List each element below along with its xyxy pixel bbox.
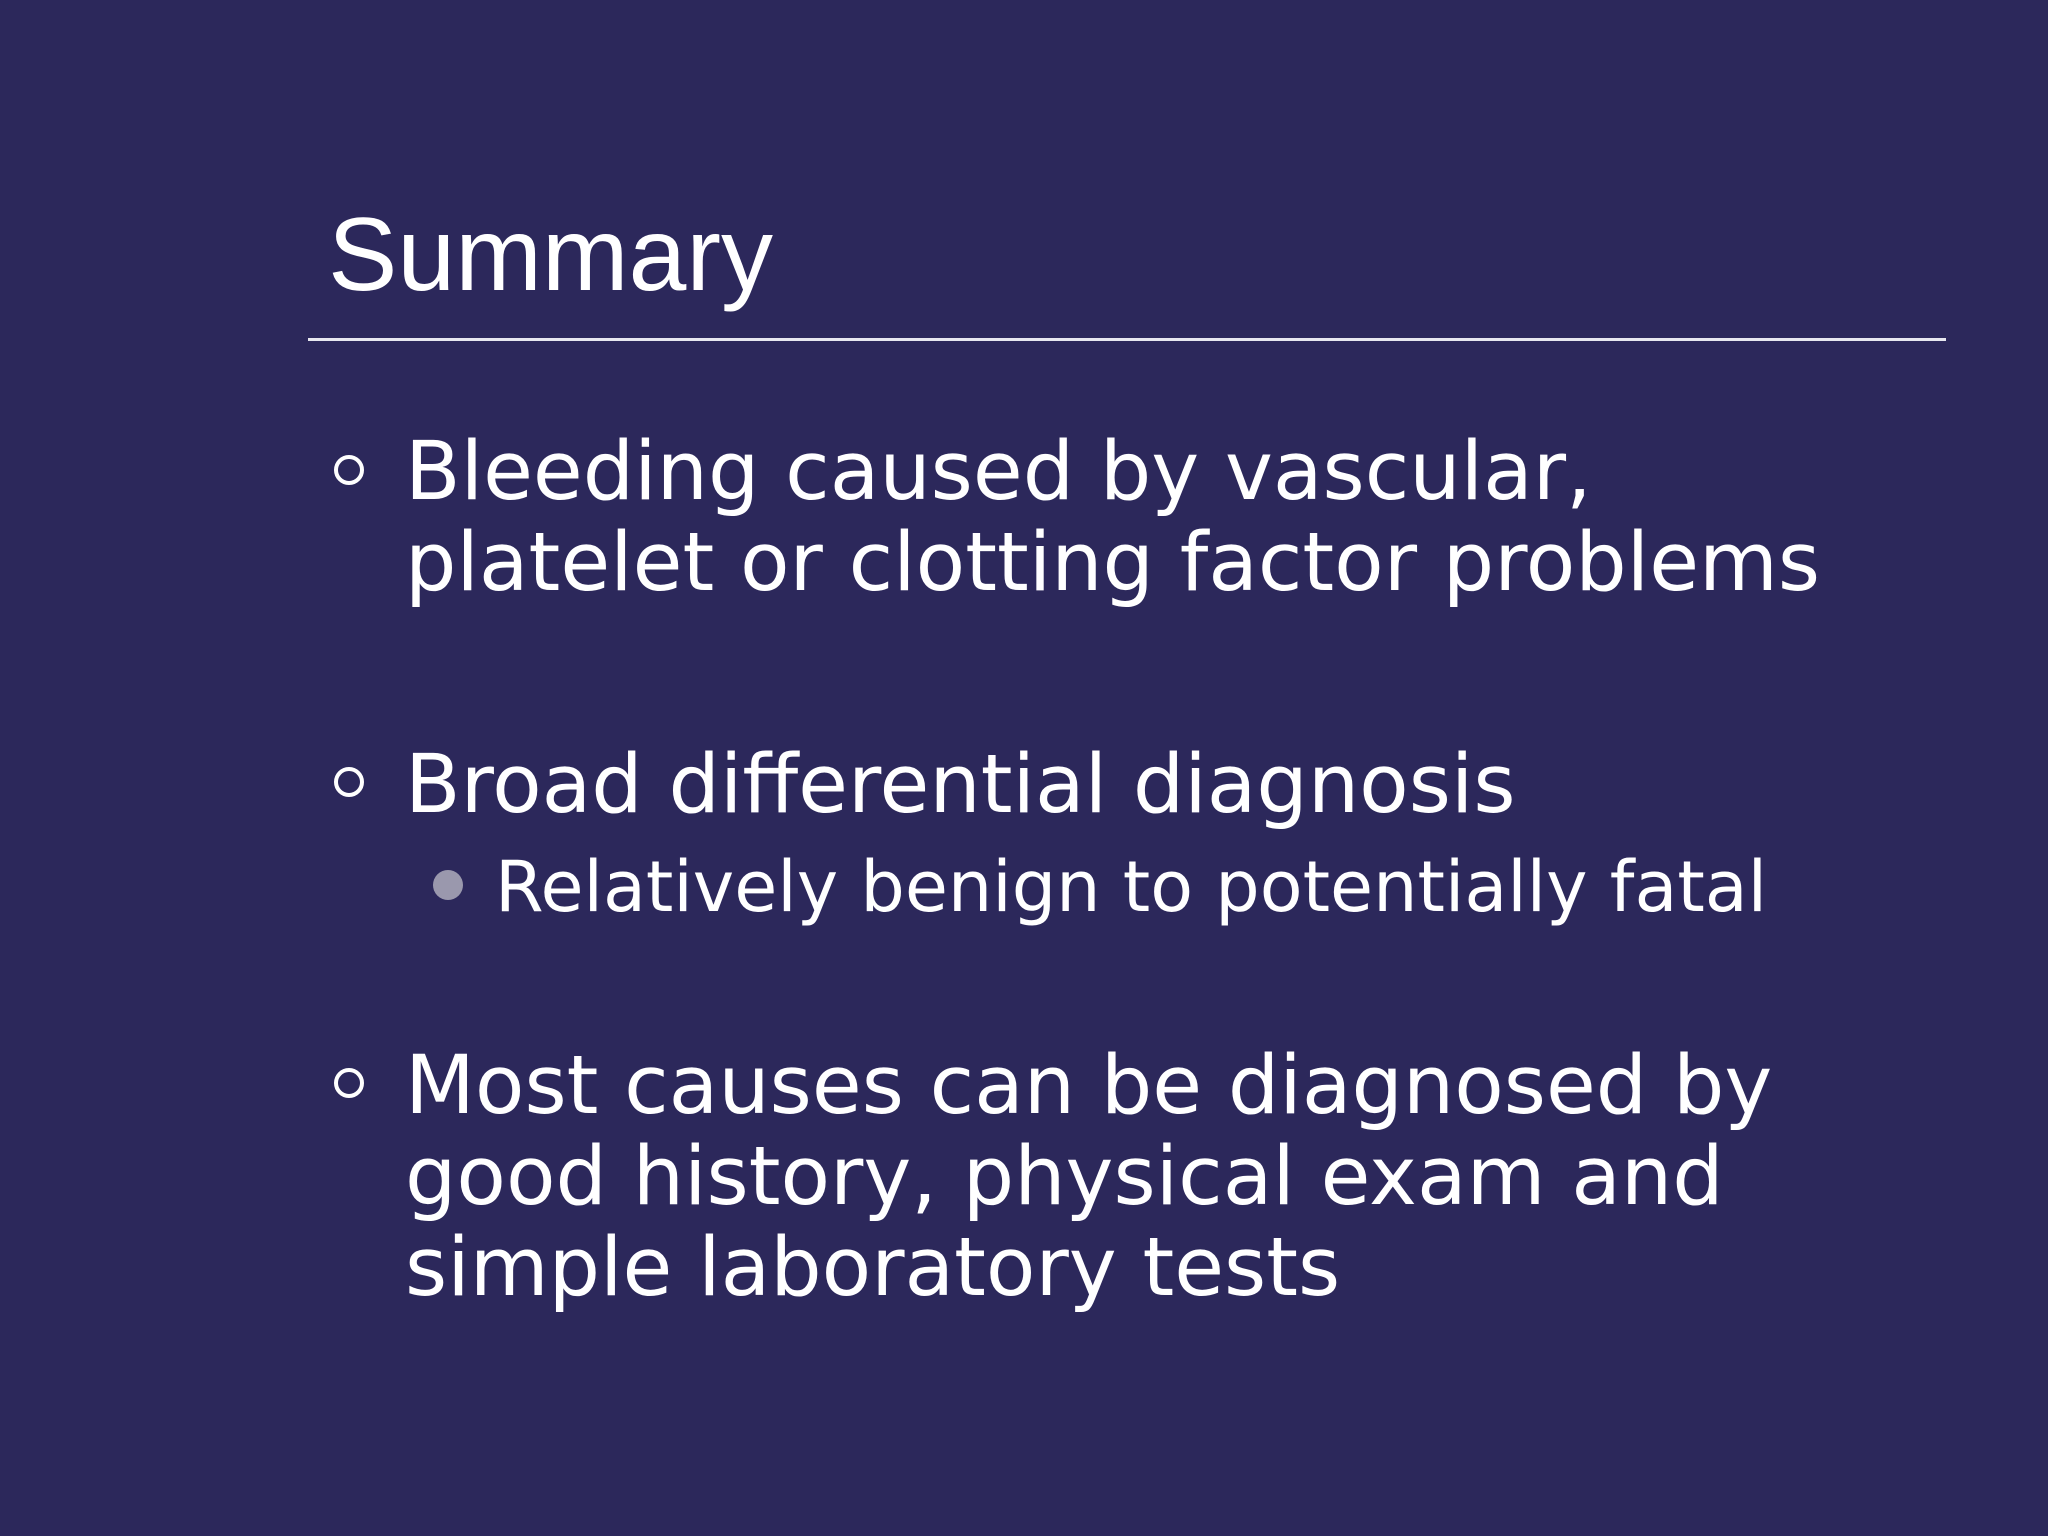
hollow-circle-icon: [334, 767, 364, 797]
filled-dot-icon: [433, 870, 463, 900]
bullet-item-1: [405, 427, 1965, 609]
bullet-item-2: [405, 740, 1965, 831]
bullet-item-3-line-2: good history, physical exam and: [405, 1130, 1724, 1224]
bullet-item-2-line-1: Broad differential diagnosis: [405, 738, 1516, 832]
sub-bullet-item-1: [495, 847, 1995, 927]
bullet-item-1-line-2: platelet or clotting factor problems: [405, 516, 1821, 610]
bullet-item-3: [405, 1041, 1965, 1314]
hollow-circle-icon: [334, 455, 364, 485]
bullet-item-1-line-1: Bleeding caused by vascular,: [405, 425, 1592, 519]
hollow-circle-icon: [334, 1068, 364, 1098]
slide-title: Summary: [328, 197, 773, 313]
bullet-item-3-line-1: Most causes can be diagnosed by: [405, 1039, 1773, 1133]
sub-bullet-item-1-text: Relatively benign to potentially fatal: [495, 846, 1768, 928]
bullet-item-3-line-3: simple laboratory tests: [405, 1221, 1341, 1315]
title-divider: [308, 338, 1946, 341]
